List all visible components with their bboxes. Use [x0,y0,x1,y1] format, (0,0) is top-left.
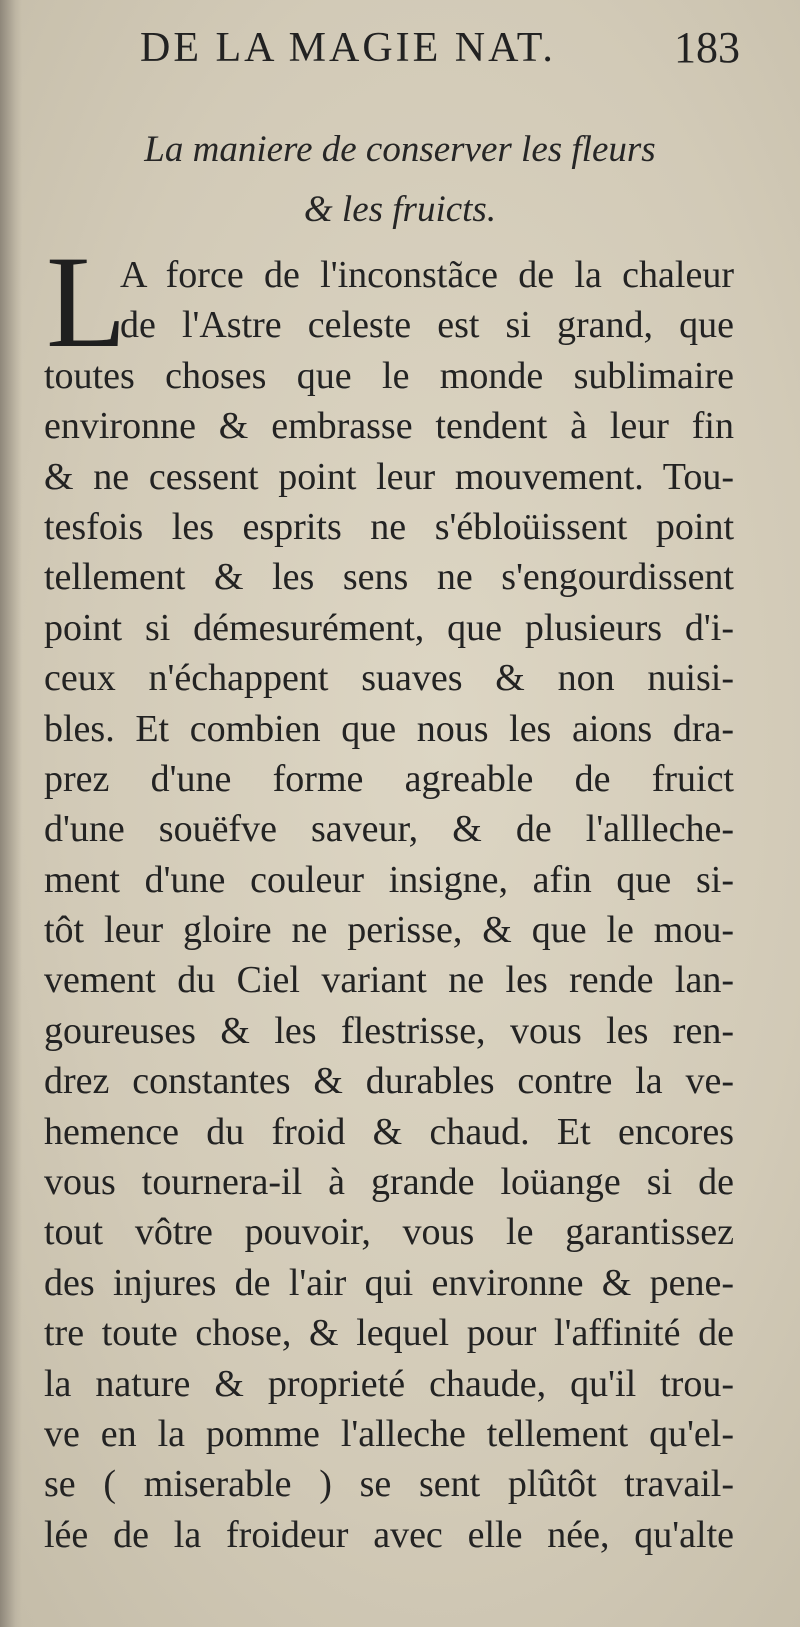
text-line: tôt leur gloire ne perisse, & que le mou- [44,909,734,952]
running-title: DE LA MAGIE NAT. [140,25,556,71]
text-line: la nature & proprieté chaude, qu'il trou- [44,1362,734,1405]
section-heading-line-2: & les fruicts. [303,189,497,230]
page-gutter [0,0,22,1627]
text-line: tesfois les esprits ne s'ébloüissent point [44,505,734,548]
text-line: vous tournera-il à grande loüange si de [44,1161,734,1204]
text-line: hemence du froid & chaud. Et encores [44,1110,734,1153]
text-line: ment d'une couleur insigne, afin que si- [44,858,734,901]
section-heading-line-1: La maniere de conserver les fleurs [144,129,656,170]
text-line: & ne cessent point leur mouvement. Tou- [44,455,734,498]
text-line: ceux n'échappent suaves & non nuisi- [44,657,734,700]
text-line: environne & embrasse tendent à leur fin [44,405,734,448]
drop-cap: L [46,228,127,375]
text-line: d'une souëfve saveur, & de l'allleche- [44,808,734,851]
text-line: A force de l'inconstãce de la chaleur [120,254,734,296]
text-line: lée de la froideur avec elle née, qu'alte [44,1513,734,1556]
text-line: tout vôtre pouvoir, vous le garantissez [44,1211,734,1254]
section-heading [60,120,740,240]
text-line: se ( miserable ) se sent plûtôt travail- [44,1463,734,1506]
text-line: point si démesurément, que plusieurs d'i- [44,606,734,649]
text-line: de l'Astre celeste est si grand, que [120,304,734,347]
text-line: toutes choses que le monde sublimaire [44,354,734,397]
text-line: drez constantes & durables contre la ve- [44,1060,734,1103]
text-line: ve en la pomme l'alleche tellement qu'el- [44,1412,734,1455]
text-line: bles. Et combien que nous les aions dra- [44,707,734,750]
text-line: tre toute chose, & lequel pour l'affinité de [44,1312,734,1355]
text-line: vement du Ciel variant ne les rende lan- [44,959,734,1002]
text-line: goureuses & les flestrisse, vous les ren- [44,1009,734,1052]
page-number: 183 [674,23,740,72]
text-line: prez d'une forme agreable de fruict [44,757,734,800]
running-head [140,18,740,78]
body-text [44,228,734,1560]
text-line: tellement & les sens ne s'engourdissent [44,556,734,599]
text-line: des injures de l'air qui environne & pene- [44,1261,734,1304]
